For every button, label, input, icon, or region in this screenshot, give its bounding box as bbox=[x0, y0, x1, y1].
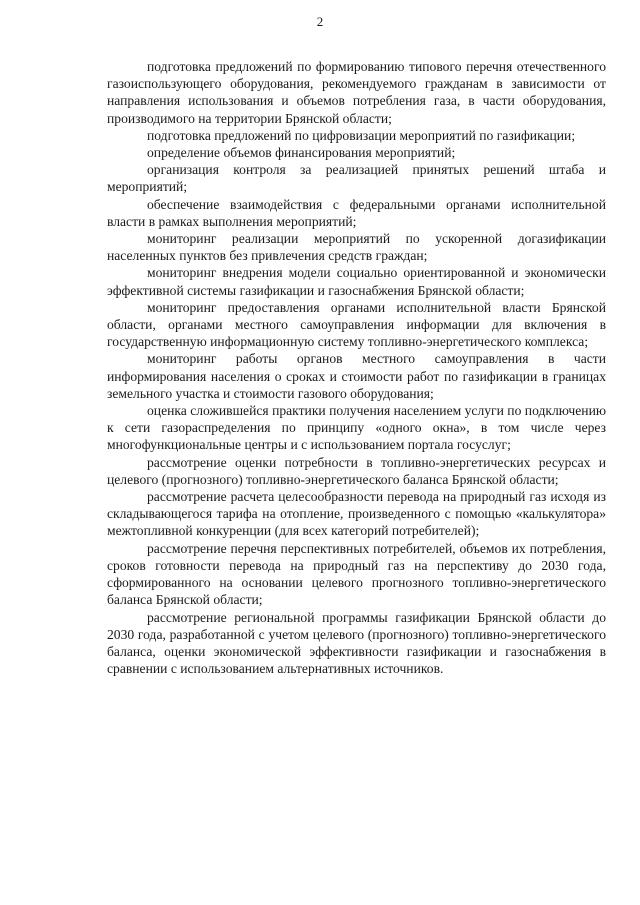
paragraph: оценка сложившейся практики получения населением услуги по подключению к сети газораспределения по принципу «одного окна», в том числе через многофункциональные центры и с использованием портала госуслуг; bbox=[107, 403, 606, 453]
paragraph: определение объемов финансирования мероприятий; bbox=[147, 145, 456, 161]
paragraph: мониторинг работы органов местного самоуправления в части информирования населения о сроках и стоимости работ по газификации в границах земельного участка и стоимости газового оборудования; bbox=[107, 351, 606, 401]
paragraph: мониторинг реализации мероприятий по ускоренной догазификации населенных пунктов без привлечения средств граждан; bbox=[107, 231, 606, 264]
paragraph: мониторинг внедрения модели социально ориентированной и экономически эффективной системы газификации и газоснабжения Брянской области; bbox=[107, 265, 606, 298]
paragraph: рассмотрение региональной программы газификации Брянской области до 2030 года, разработанной с учетом целевого (прогнозного) топливно-энергетического баланса, оценки экономической эффективности газификации и газоснабжения в сравнении с использованием альтернативных источников. bbox=[107, 609, 606, 677]
paragraph: мониторинг предоставления органами исполнительной власти Брянской области, органами местного самоуправления информации для включения в государственную информационную систему топливно-энергетического комплекса; bbox=[107, 299, 606, 350]
paragraph: рассмотрение расчета целесообразности перевода на природный газ исходя из складывающегося тарифа на отопление, произведенного с помощью «калькулятора» межтопливной конкуренции (для всех категорий потребителей); bbox=[107, 489, 606, 539]
paragraph: подготовка предложений по формированию типового перечня отечественного газоиспользующего оборудования, рекомендуемого гражданам в зависимости от направления использования и объемов потребления газа, в части оборудования, производимого на территории Брянской области; bbox=[107, 59, 606, 126]
document-body bbox=[107, 58, 606, 677]
paragraph: организация контроля за реализацией принятых решений штаба и мероприятий; bbox=[107, 162, 606, 195]
paragraph: рассмотрение оценки потребности в топливно-энергетических ресурсах и целевого (прогнозного) топливно-энергетического баланса Брянской области; bbox=[107, 454, 606, 487]
paragraph: обеспечение взаимодействия с федеральными органами исполнительной власти в рамках выполнения мероприятий; bbox=[107, 196, 606, 229]
page-number: 2 bbox=[316, 14, 324, 29]
paragraph: рассмотрение перечня перспективных потребителей, объемов их потребления, сроков готовности перевода на природный газ на перспективу до 2030 года, сформированного на основании целевого прогнозного топливно-энергетического баланса Брянской области; bbox=[107, 540, 606, 608]
paragraph: подготовка предложений по цифровизации мероприятий по газификации; bbox=[147, 127, 576, 143]
